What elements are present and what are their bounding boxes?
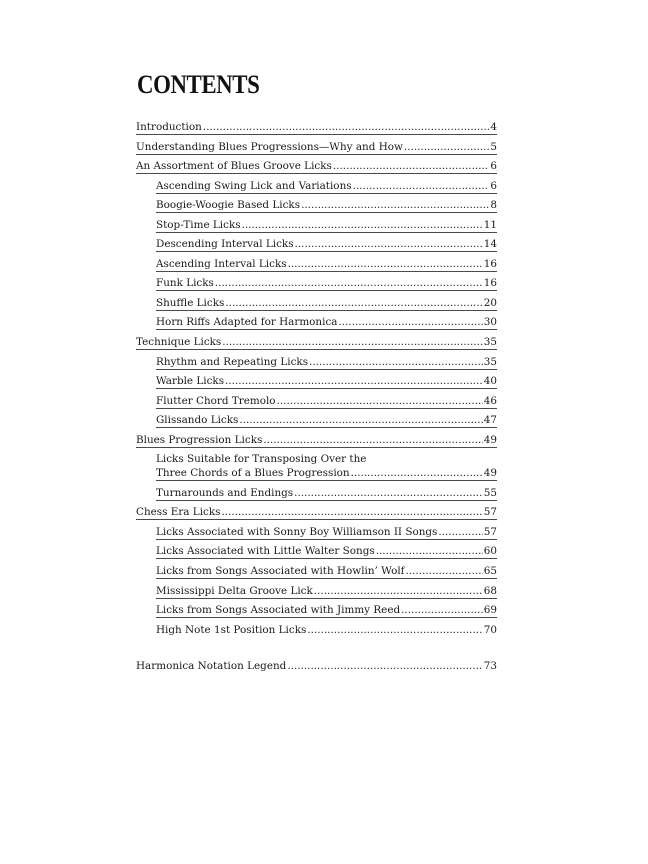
toc-entry-label: Licks Associated with Little Walter Songs: [156, 545, 375, 558]
toc-entry-label: Flutter Chord Tremolo: [156, 394, 276, 407]
toc-entry-label: Technique Licks: [136, 336, 222, 349]
toc-entry[interactable]: [136, 276, 497, 291]
toc-entry-page: 60: [483, 545, 497, 558]
toc-entry[interactable]: [136, 394, 497, 409]
toc-entry-page: 5: [490, 140, 497, 153]
dot-leader: [301, 198, 489, 212]
dot-leader: [221, 505, 482, 519]
table-of-contents: [136, 120, 497, 673]
toc-entry-label: Understanding Blues Progressions—Why and How: [136, 140, 403, 153]
toc-entry-page: 14: [483, 238, 497, 251]
toc-entry-page: 40: [483, 375, 497, 388]
toc-entry-page: 57: [483, 525, 497, 538]
toc-entry-label: Three Chords of a Blues Progression: [156, 467, 350, 480]
toc-entry-label: Rhythm and Repeating Licks: [156, 355, 309, 368]
dot-leader: [309, 355, 483, 369]
toc-entry[interactable]: [136, 198, 497, 213]
toc-entry-page: 69: [483, 604, 497, 617]
toc-entry[interactable]: [136, 315, 497, 330]
toc-entry[interactable]: [136, 564, 497, 579]
dot-leader: [353, 179, 490, 193]
dot-leader: [404, 140, 489, 154]
toc-entry-label: Glissando Licks: [156, 414, 239, 427]
dot-leader: [263, 433, 482, 447]
toc-entry-label: Horn Riffs Adapted for Harmonica: [156, 316, 338, 329]
toc-entry[interactable]: [136, 374, 497, 389]
toc-entry[interactable]: [136, 584, 497, 599]
toc-entry[interactable]: [136, 120, 497, 135]
toc-entry[interactable]: [136, 335, 497, 350]
toc-entry[interactable]: [136, 505, 497, 520]
dot-leader: [376, 544, 483, 558]
toc-entry[interactable]: [136, 525, 497, 540]
toc-entry[interactable]: [136, 603, 497, 618]
toc-entry-label: Licks from Songs Associated with Jimmy Reed: [156, 604, 401, 617]
toc-entry[interactable]: [136, 218, 497, 233]
toc-entry[interactable]: [136, 659, 497, 673]
toc-entry-page: 16: [483, 277, 497, 290]
dot-leader: [333, 159, 490, 173]
dot-leader: [222, 335, 483, 349]
toc-entry[interactable]: [136, 237, 497, 252]
toc-entry-label: Licks Associated with Sonny Boy Williamson II Songs: [156, 525, 438, 538]
dot-leader: [351, 466, 483, 480]
toc-entry-label: Ascending Interval Licks: [156, 257, 287, 270]
toc-entry-page: 6: [490, 160, 497, 173]
toc-entry-label: Chess Era Licks: [136, 506, 221, 519]
dot-leader: [277, 394, 483, 408]
toc-entry-label: Turnarounds and Endings: [156, 486, 294, 499]
toc-entry-page: 11: [483, 218, 497, 231]
toc-entry-label: Warble Licks: [156, 375, 225, 388]
dot-leader: [406, 564, 483, 578]
dot-leader: [338, 315, 482, 329]
toc-entry-page: 49: [483, 467, 497, 480]
toc-entry-label: Ascending Swing Lick and Variations: [156, 179, 352, 192]
toc-entry[interactable]: [136, 179, 497, 194]
toc-entry-page: 68: [483, 584, 497, 597]
toc-entry[interactable]: [136, 623, 497, 637]
toc-entry-label: Stop-Time Licks: [156, 218, 241, 231]
toc-entry-page: 20: [483, 296, 497, 309]
toc-entry-page: 65: [483, 565, 497, 578]
toc-entry-label: Licks from Songs Associated with Howlin’ Wolf: [156, 565, 405, 578]
toc-entry-label: Harmonica Notation Legend: [136, 659, 287, 672]
toc-entry[interactable]: [136, 355, 497, 370]
toc-entry-page: 35: [483, 336, 497, 349]
toc-entry-page: 30: [483, 316, 497, 329]
dot-leader: [203, 120, 490, 134]
toc-entry[interactable]: [136, 413, 497, 428]
toc-entry-label: High Note 1st Position Licks: [156, 623, 307, 636]
toc-entry-page: 35: [483, 355, 497, 368]
toc-entry-page: 55: [483, 486, 497, 499]
toc-entry[interactable]: [136, 159, 497, 174]
toc-entry-label: Blues Progression Licks: [136, 433, 263, 446]
toc-entry-label: Descending Interval Licks: [156, 238, 294, 251]
toc-entry-page: 46: [483, 394, 497, 407]
dot-leader: [288, 257, 483, 271]
dot-leader: [239, 413, 482, 427]
toc-entry-page: 6: [490, 179, 497, 192]
toc-entry-page: 49: [483, 433, 497, 446]
page-title: CONTENTS: [137, 70, 260, 99]
toc-entry-page: 16: [483, 257, 497, 270]
toc-entry[interactable]: [136, 296, 497, 311]
dot-leader: [294, 486, 483, 500]
toc-entry-label: Funk Licks: [156, 277, 214, 290]
toc-entry-page: 70: [483, 623, 497, 636]
dot-leader: [242, 218, 483, 232]
toc-entry-page: 73: [483, 659, 497, 672]
toc-entry[interactable]: [136, 452, 497, 481]
dot-leader: [401, 603, 483, 617]
toc-entry[interactable]: [136, 257, 497, 272]
toc-entry[interactable]: [136, 433, 497, 448]
toc-entry[interactable]: [136, 486, 497, 501]
toc-entry-label: An Assortment of Blues Groove Licks: [136, 160, 332, 173]
dot-leader: [225, 374, 483, 388]
toc-entry-label: Introduction: [136, 121, 202, 133]
dot-leader: [215, 276, 483, 290]
toc-entry[interactable]: [136, 140, 497, 155]
toc-entry-label: Boogie-Woogie Based Licks: [156, 199, 301, 212]
dot-leader: [295, 237, 483, 251]
toc-entry-label-line1: Licks Suitable for Transposing Over the: [156, 453, 367, 466]
toc-entry[interactable]: [136, 544, 497, 559]
toc-entry-label: Mississippi Delta Groove Lick: [156, 584, 313, 597]
dot-leader: [287, 659, 482, 673]
dot-leader: [225, 296, 482, 310]
dot-leader: [438, 525, 482, 539]
dot-leader: [307, 623, 482, 637]
toc-entry-page: 8: [490, 199, 497, 212]
toc-entry-page: 57: [483, 506, 497, 519]
dot-leader: [314, 584, 483, 598]
toc-entry-label: Shuffle Licks: [156, 296, 225, 309]
toc-entry-page: 47: [483, 414, 497, 427]
toc-entry-page: 4: [490, 121, 497, 133]
